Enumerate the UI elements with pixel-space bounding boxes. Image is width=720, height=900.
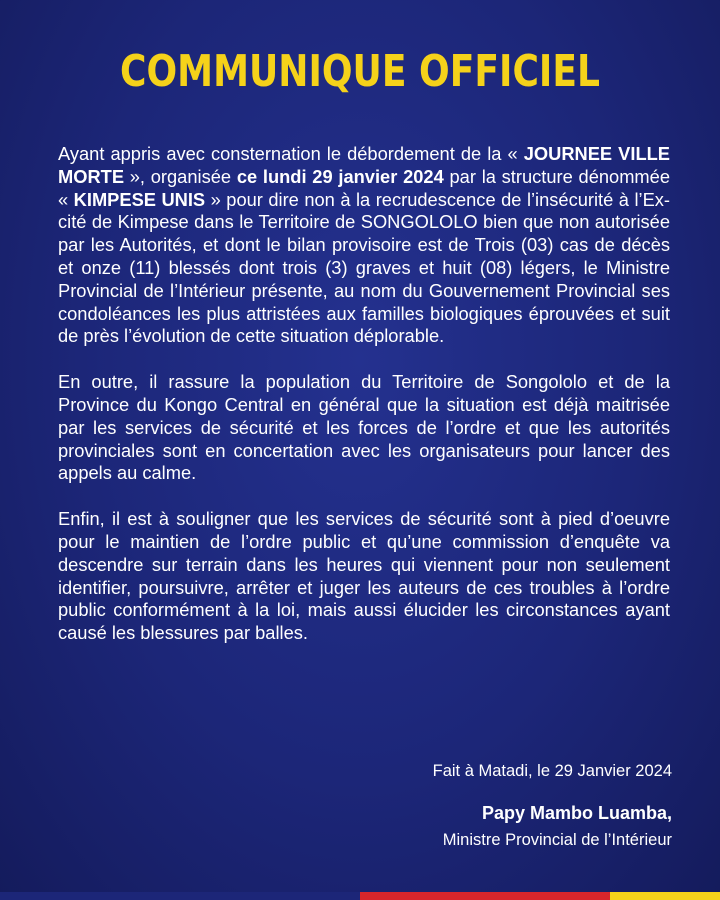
- signatory-role: Ministre Provincial de l’Intérieur: [442, 831, 672, 849]
- flag-stripe: [0, 892, 720, 900]
- paragraph-1: Ayant appris avec consternation le débordement de la « JOURNEE VILLE MORTE », organisée ce lundi 29 janvier 2024 par la structure dénommée « KIMPESE UNIS » pour dire non à la recrudescence de l’insécurité à l’Ex-cité de Kimpese dans le Territoire de SONGOLOLO bien que non autorisée par les Autorités, et dont le bilan provisoire est de Trois (03) cas de décès et onze (11) blessés dont trois (3) graves et huit (08) légers, le Ministre Provincial de l’Intérieur présente, au nom du Gouvernement Provincial ses condoléances les plus attristées aux familles biologiques éprouvées et suit de près l’évolution de cette situation déplorable.: [58, 143, 670, 347]
- bold-date: ce lundi 29 janvier 2024: [236, 165, 444, 187]
- flag-red-segment: [360, 892, 610, 900]
- paragraph-2: En outre, il rassure la population du Territoire de Songololo et de la Province du Kongo Central en général que la situation est déjà maitrisée par les services de sécurité et les forces de l’ordre et que les autorités provinciales sont en concertation avec les organisateurs pour lancer des appels au calme.: [58, 371, 670, 484]
- paragraph-3: Enfin, il est à souligner que les services de sécurité sont à pied d’oeuvre pour le maintien de l’ordre public et qu’une commission d’enquête va descendre sur terrain dans les heures qui viennent pour non seulement identifier, poursuivre, arrêter et juger les auteurs de ces troubles à l’ordre public conformément à la loi, mais aussi élucider les circonstances ayant causé les blessures par balles.: [58, 508, 670, 644]
- flag-blue-segment: [0, 892, 360, 900]
- signatory-name: Papy Mambo Luamba,: [481, 803, 672, 823]
- communique-body: [58, 143, 670, 668]
- bold-organizer: KIMPESE UNIS: [73, 188, 206, 210]
- page-title: COMMUNIQUE OFFICIEL: [120, 46, 600, 97]
- flag-yellow-segment: [610, 892, 720, 900]
- bold-event-name: JOURNEE VILLE MORTE: [58, 143, 670, 187]
- place-date: Fait à Matadi, le 29 Janvier 2024: [432, 762, 672, 780]
